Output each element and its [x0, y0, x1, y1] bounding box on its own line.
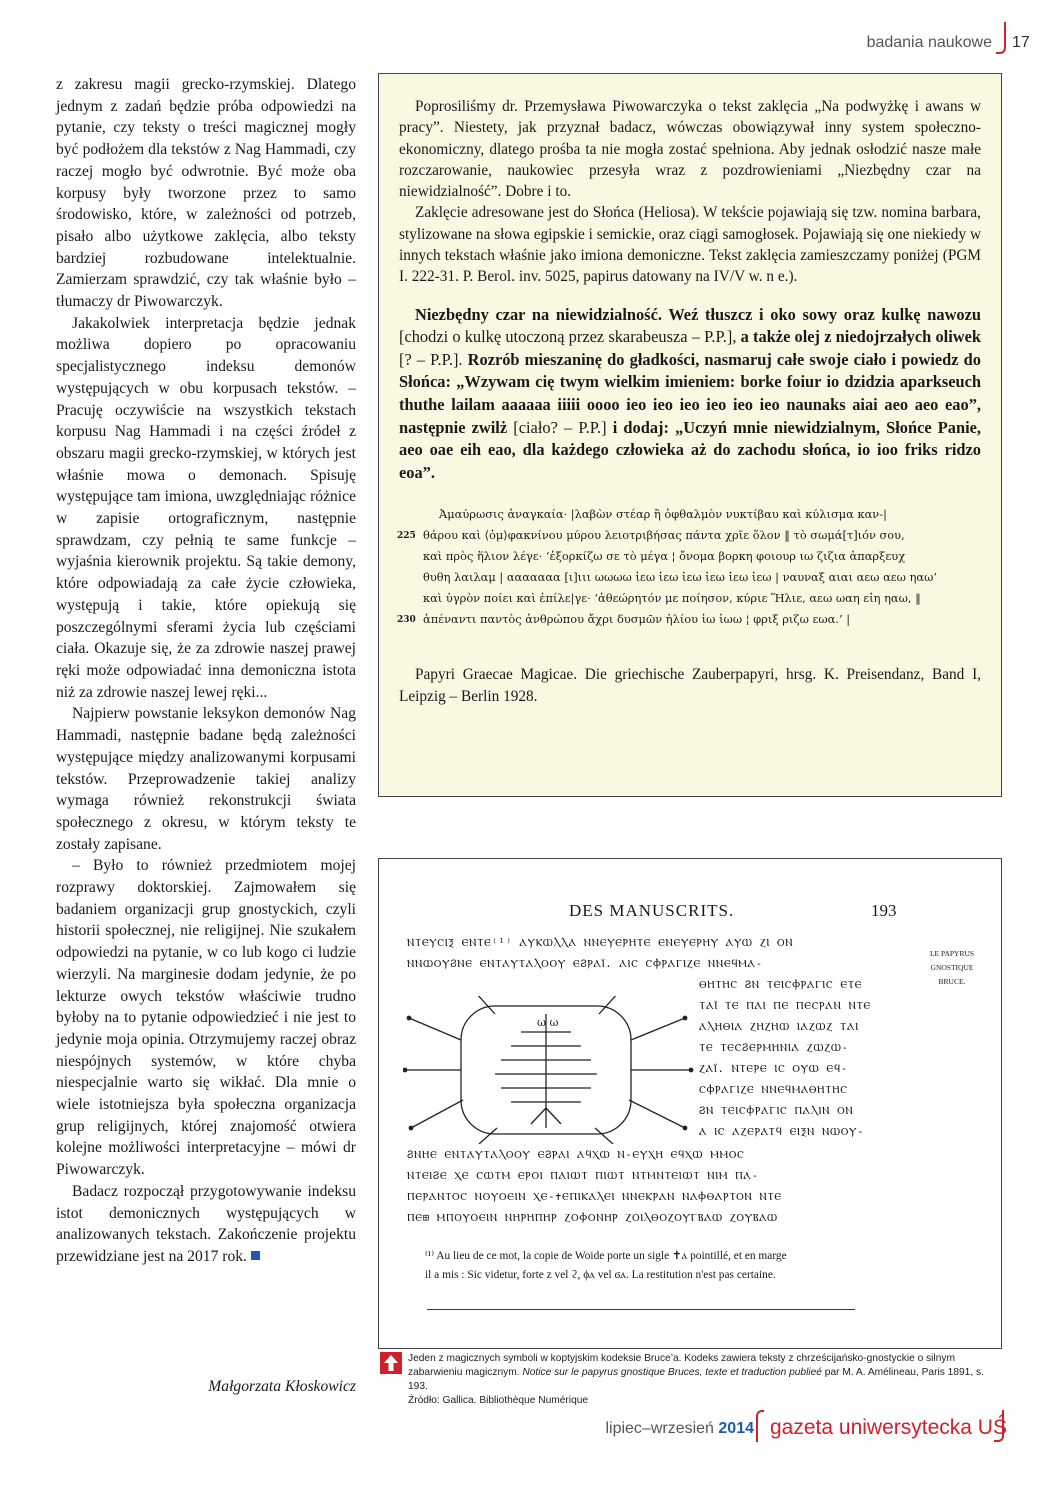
- greek-line-text: καὶ ὑγρὸν ποίει καὶ ἐπίλε|γε· ‘ἀθεώρητόν με ποίησον, κύριε Ἥλιε, αεω ωαη εἰη ηαω, ‖: [423, 591, 921, 606]
- box-intro-paragraph: Zaklęcie adresowane jest do Słońca (Heliosa). W tekście pojawiają się tzw. nomina barbara, stylizowane na słowa egipskie i semickie, oraz ciągi samogłosek. Pojawiają się one niekiedy w innych tekstach właśnie jako imiona demoniczne. Tekst zaklęcia zamieszczamy poniżej (PGM I. 222-31. P. Berol. inv. 5025, papirus datowany na IV/V w. n e.).: [399, 204, 981, 286]
- spell-sidebar-box: [378, 73, 1002, 797]
- greek-line: [399, 567, 981, 588]
- greek-line: [399, 588, 981, 609]
- figure-caption: [408, 1352, 1004, 1408]
- coptic-line: ϨⲚ ⲦⲈⲒⲤⲪⲢⲀⲄⲒⲤ ⲠⲀⲖⲒⲚ ⲞⲚ: [699, 1105, 854, 1117]
- article-paragraph: z zakresu magii grecko-rzymskiej. Dlatego jednym z zadań będzie próba odpowiedzi na pytanie, czy teksty o treści magicznej mogły być podłożem dla tekstów z Nag Hammadi, czy raczej mogło być odwrotnie. Być może oba korpusy były tworzone przez to samo środowisko, które, w zależności od potrzeb, pisało albo użytkowe zaklęcia, albo teksty bardziej rozbudowane intelektualnie. Zamierzam sprawdzić, czy tak właśnie było – tłumaczy dr Piwowarczyk.: [56, 76, 356, 311]
- greek-line: [399, 546, 981, 567]
- greek-spell-text: [399, 504, 981, 630]
- caption-source: Źródło: Gallica. Bibliothèque Numérique: [408, 1395, 589, 1406]
- greek-line-text: θυθη λαιλαμ | ααααααα [ι]ιιι ωωωω ἰεω ἰεω ἰεω ἰεω ἰεω ἰεω | ναυναξ αιαι αεω αεω ηαω’: [423, 570, 938, 585]
- footer-issue-months: lipiec–wrzesień: [605, 1420, 714, 1437]
- greek-line-text: Ἀμαύρωσις ἀναγκαία· |λαβὼν στέαρ ἢ ὀφθαλμὸν νυκτίβαυ καὶ κύλισμα καν-|: [439, 507, 887, 522]
- spell-bold-part: i dodaj: „Uczyń mnie niewidzialnym, Słońce Panie, aeo oae eih eao, dla każdego człowieka aż do zachodu słońca, io ioo friks ridzo eoa”.: [399, 417, 982, 482]
- coptic-line: ϨⲚⲎⲈ ⲈⲚⲦⲀⲨⲦⲀⲖⲞⲞⲨ ⲈϨⲢⲀⲒ ⲀϤⲬⲰ Ⲛ-ⲈⲨⲬⲎ ⲈϤⲬⲰ ⲘⲘⲞⲤ: [407, 1149, 745, 1161]
- end-of-article-square-icon: [251, 1251, 260, 1260]
- spell-note: [ciało? – P.P.]: [507, 417, 613, 437]
- coptic-line: ⲚⲚⲰⲞⲨϨⲚⲈ ⲈⲚⲦⲀⲨⲦⲀⲖⲞⲞⲨ ⲈϨⲢⲀⲒ̈. ⲀⲒⲤ ⲤⲪⲢⲀⲄⲒⲌⲈ ⲚⲚⲈϤⲘⲀ-: [407, 958, 763, 970]
- spell-bold-part: Niezbędny czar na niewidzialność. Weź tłuszcz i oko sowy oraz kulkę nawozu: [415, 304, 981, 324]
- figure-page-title: DES MANUSCRITS.: [569, 901, 735, 920]
- coptic-line: ⲌⲀⲒ̈. ⲚⲦⲈⲢⲈ ⲒⲤ ⲞⲨⲰ ⲈϤ-: [699, 1063, 848, 1075]
- footnote-line: ⁽¹⁾ Au lieu de ce mot, la copie de Woide porte un sigle ✝ⲁ pointillé, et en marge: [425, 1250, 787, 1262]
- coptic-line: ⲦⲈ ⲦⲈⲤϨⲈⲢⲘⲎⲚⲒⲀ ⲌⲰⲌⲰ-: [699, 1042, 849, 1054]
- greek-line-text: ἀπέναντι παντὸς ἀνθρώπου ἄχρι δυσμῶν ἡλίου ἰω ἰωω ¦ φριξ ριζω εωα.’ |: [423, 612, 851, 627]
- coptic-line: ⲠⲈ⊞ ⲘⲠⲞⲨⲞⲈⲒⲚ ⲚⲎⲢⲎⲠⲎⲢ ⲌⲞⲪⲞⲚⲎⲢ ⲌⲞⲒⲖⲐⲞⲌⲞⲨⲄⲂⲀⲰ ⲌⲞⲨⲂⲀⲰ: [407, 1212, 778, 1224]
- coptic-line: ⲤⲪⲢⲀⲄⲒⲌⲈ ⲚⲚⲈϤⲘⲀⲐⲎⲦⲎⲤ: [699, 1084, 848, 1096]
- greek-line-number: 225: [397, 531, 416, 542]
- coptic-line: ⲚⲦⲈⲨⲤⲒⲜ ⲈⲚⲦⲈ⁽¹⁾ ⲀⲨⲔⲰⲖⲖⲀ ⲚⲚⲈⲨⲈⲢⲎⲦⲈ ⲈⲚⲈⲨⲈⲢⲎⲨ ⲀⲨⲰ ⲌⲒ ⲞⲚ: [407, 937, 794, 949]
- footer-issue-year: 2014: [718, 1420, 754, 1437]
- page-number: 17: [1012, 34, 1030, 51]
- section-title: badania naukowe: [866, 34, 992, 51]
- side-note-line: GNOSTIQUE: [930, 963, 974, 972]
- greek-line-text: καὶ πρὸς ἥλιον λέγε· ‘ἐξορκίζω σε τὸ μέγα ¦ ὄνομα βορκη φοιουρ ιω ζιζια ἀπαρξευχ: [423, 549, 906, 564]
- article-column: [56, 74, 356, 1268]
- caption-text: Jeden z magicznych symboli w koptyjskim kodeksie Bruce’a. Kodeks zawiera teksty z chrześcijańsko-gnostyckie o silnym zabarwieniu magicznym.: [408, 1353, 955, 1378]
- side-note-line: BRUCE.: [938, 977, 966, 986]
- coptic-line: ⲦⲀⲒ̈ ⲦⲈ ⲠⲀⲒ ⲠⲈ ⲠⲈⲤⲢⲀⲚ ⲚⲦⲈ: [699, 1000, 871, 1012]
- caption-text: par M. A. Amélineau, Paris 1891, s. 193.: [408, 1367, 984, 1392]
- bibliographic-reference: Papyri Graecae Magicae. Die griechische Zauberpapyri, hrsg. K. Preisendanz, Band I, Leipzig – Berlin 1928.: [399, 666, 981, 705]
- spell-bold-part: a także olej z niedojrzałych oliwek: [740, 327, 981, 347]
- article-paragraph: Badacz rozpoczął przygotowywanie indeksu istot demonicznych występujących w analizowanych tekstach. Zakończenie projektu przewidziane jest na 2017 rok.: [56, 1182, 356, 1265]
- greek-line-text: θάρου καὶ ⟨ὀμ⟩φακνίνου μύρου λειοτριβήσας πάντα χρῖε ὅλον ‖ τὸ σωμά[τ]ιόν σου,: [423, 528, 905, 543]
- magic-seal-drawing: [403, 996, 695, 1144]
- footer-magazine-name: gazeta uniwersytecka UŚ: [770, 1416, 1007, 1439]
- greek-line: [399, 504, 981, 525]
- footnote-line: il a mis : Sic videtur, forte z vel ϩ, ϕⲁ vel ϭⲁ. La restitution n'est pas certaine.: [425, 1269, 776, 1281]
- footer-bracket-left: [756, 1410, 764, 1442]
- figure-footnote: [425, 1247, 945, 1285]
- side-note-line: LE PAPYRUS: [929, 949, 975, 958]
- author-name: Małgorzata Kłoskowicz: [208, 1378, 356, 1395]
- spell-bold-part: Rozrób mieszaninę do gładkości, nasmaruj całe swoje ciało i powiedz do Słońca: „Wzywam cię twym wielkim imieniem: borke foiur io dzidzia aparkseuch thuthe lailam aaaaaa iiiii oooo ieo ieo ieo ieo ieo ieo naunaks aiai aeo aeo eao”, następnie zwilż: [399, 349, 981, 437]
- caption-arrow-icon: [380, 1352, 402, 1374]
- article-paragraph-last: [56, 1181, 356, 1268]
- article-paragraph: Jakakolwiek interpretacja będzie jednak możliwa dopiero po opracowaniu specjalistycznego indeksu demonów występujących w obu korpusach tekstów. – Pracuję oczywiście na wszystkich tekstach korpusu Nag Hammadi i na części źródeł z obszaru magii grecko-rzymskiej, w których jest właśnie mowa o demonach. Spisuję występujące tam imiona, uwzględniając różnice w zapisie ortograficznym, następnie sprawdzam, czy pełnią te same funkcje – wyjaśnia kierownik projektu. Są takie demony, które odpowiadają za całe życie człowieka, występują i takie, które opiekują się poszczególnymi sferami życia lub częściami ciała. Okazuje się, że za zdrowie naszej prawej ręki może odpowiadać inna demoniczna istota niż za zdrowie naszej lewej ręki...: [56, 314, 356, 701]
- article-paragraph: Najpierw powstanie leksykon demonów Nag Hammadi, następnie badane będą zależności występujące między analizowanymi korpusami tekstów. Przeprowadzenie takiej analizy wymaga również rekonstrukcji świata społecznego z okresu, w którym teksty te zostały zapisane.: [56, 705, 356, 853]
- seal-omega-label: ω ω: [537, 1016, 559, 1029]
- greek-line: [399, 609, 981, 630]
- figure-side-note: [912, 947, 992, 989]
- spell-note: [? – P.P.].: [399, 349, 468, 369]
- coptic-line: Ⲁ ⲒⲤ ⲀⲌⲈⲢⲀⲦϤ ⲈⲒⲜⲚ ⲚⲰⲞⲨ-: [699, 1126, 865, 1138]
- coptic-line: ⲀⲖⲎⲐⲒⲀ ⲌⲎⲌⲎⲰ ⲒⲀⲌⲰⲌ ⲦⲀⲒ: [699, 1021, 859, 1033]
- footer-bracket-right: [994, 1410, 1004, 1442]
- article-paragraph: – Było to również przedmiotem mojej rozprawy doktorskiej. Zajmowałem się badaniem organizacji grup gnostyckich, czyli historii społecznej, nie religijnej. Nie szukałem odpowiedzi na pytanie, w co lub kogo ci ludzie wierzyli. Na marginesie dodam jedynie, że po lekturze owych tekstów właściwie trudno byłoby na to pytanie odpowiedzieć i nie jest to jedynie moja opinia. Otrzymujemy raczej obraz niespójnych systemów, w które chyba niespecjalnie warto się wikłać. Dla mnie o wiele istotniejsza była społeczna organizacja grup religijnych, której znajomość otwiera kolejne możliwości interpretacyjne – mówi dr Piwowarczyk.: [56, 857, 356, 1179]
- caption-italic-title: Notice sur le papyrus gnostique Bruces, texte et traduction publieé: [522, 1367, 822, 1378]
- box-intro-paragraph: Poprosiliśmy dr. Przemysława Piwowarczyka o tekst zaklęcia „Na podwyżkę i awans w pracy”. Niestety, jak przyznał badacz, wówczas obowiązywał inny system społeczno-ekonomiczny, dlatego prośba ta nie mogła zostać spełniona. Aby jednak osłodzić nasze małe rozczarowanie, naukowiec przesyła wraz z pozdrowieniami „Niezbędny czar na niewidzialność”. Dobre i to.: [399, 98, 981, 201]
- coptic-line: ⲠⲈⲢⲀⲚⲦⲞⲤ ⲚⲞⲨⲞⲈⲒⲚ ⲬⲈ-✝ⲈⲠⲒⲔⲀⲖⲈⲒ ⲚⲚⲈⲔⲢⲀⲚ ⲚⲀⲪⲐⲀⲢⲦⲞⲚ ⲚⲦⲈ: [407, 1191, 782, 1203]
- greek-line-number: 230: [397, 615, 416, 626]
- figure-rule: [427, 1309, 855, 1310]
- spell-text: [399, 304, 981, 485]
- coptic-line: ⲚⲦⲈⲒϨⲈ ⲬⲈ ⲤⲰⲦⲘ ⲈⲢⲞⲒ ⲠⲀⲒⲰⲦ ⲠⲒⲰⲦ ⲚⲦⲘⲚⲦⲈⲒⲰⲦ ⲚⲒⲘ ⲠⲀ-: [407, 1170, 759, 1182]
- spell-note: [chodzi o kulkę utoczoną przez skarabeusza – P.P.],: [399, 327, 741, 347]
- footer-issue: [578, 1420, 754, 1438]
- coptic-line: ⲐⲎⲦⲎⲤ ϨⲚ ⲦⲈⲒⲤⲪⲢⲀⲄⲒⲤ ⲈⲦⲈ: [699, 979, 863, 991]
- figure-page-number: 193: [871, 901, 897, 920]
- greek-line: [399, 525, 981, 546]
- header-bracket: [996, 22, 1006, 54]
- manuscript-figure: [378, 858, 1002, 1349]
